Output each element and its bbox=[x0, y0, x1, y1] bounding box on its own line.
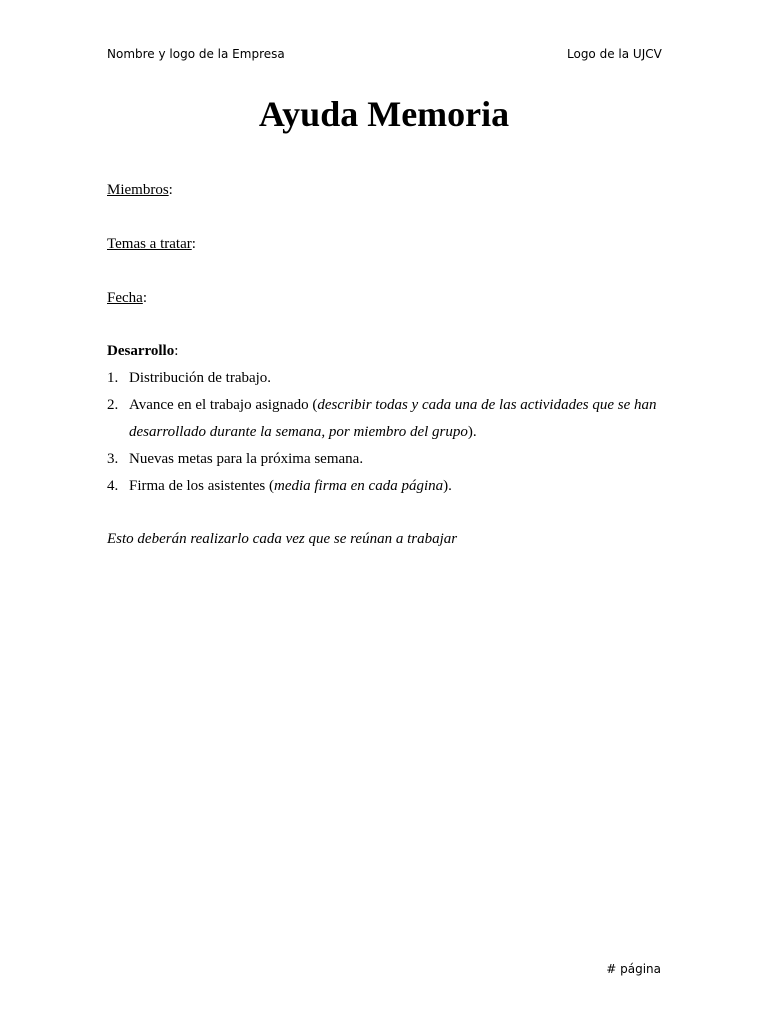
list-item-text-start: Avance en el trabajo asignado ( bbox=[129, 397, 318, 413]
document-title: Ayuda Memoria bbox=[258, 94, 510, 134]
desarrollo-heading-colon: : bbox=[174, 343, 179, 359]
field-miembros-label: Miembros bbox=[107, 182, 169, 198]
list-item-number: 2. bbox=[107, 397, 119, 413]
footer-page-number: # página bbox=[606, 962, 661, 976]
field-temas-colon: : bbox=[191, 236, 196, 252]
list-item-text-italic: describir todas y cada una de las actividades que se han desarrollado durante la semana, por miembro del grupo bbox=[129, 397, 657, 440]
header-ujcv-logo: Logo de la UJCV bbox=[567, 47, 662, 61]
field-miembros bbox=[107, 181, 667, 199]
field-fecha bbox=[107, 289, 667, 307]
list-item-text bbox=[129, 392, 667, 446]
list-item bbox=[107, 392, 667, 446]
field-temas-label: Temas a tratar bbox=[107, 236, 192, 252]
field-miembros-colon: : bbox=[168, 182, 173, 198]
list-item-text: Nuevas metas para la próxima semana. bbox=[129, 451, 364, 467]
list-item-number: 1. bbox=[107, 370, 119, 386]
list-item-text-start: Firma de los asistentes ( bbox=[129, 478, 274, 494]
section-desarrollo-heading bbox=[107, 342, 667, 360]
list-item-text-italic: media firma en cada página bbox=[273, 478, 444, 494]
header-company-name-logo: Nombre y logo de la Empresa bbox=[107, 47, 285, 61]
list-item bbox=[107, 365, 667, 392]
field-fecha-label: Fecha bbox=[107, 290, 143, 306]
field-temas-a-tratar bbox=[107, 235, 667, 253]
field-fecha-colon: : bbox=[142, 290, 147, 306]
list-item-number: 4. bbox=[107, 478, 119, 494]
desarrollo-list bbox=[107, 365, 667, 500]
closing-note: Esto deberán realizarlo cada vez que se reúnan a trabajar bbox=[107, 531, 458, 547]
desarrollo-heading-label: Desarrollo bbox=[107, 343, 175, 359]
list-item-number: 3. bbox=[107, 451, 119, 467]
list-item-text-end: ). bbox=[467, 424, 477, 440]
list-item bbox=[107, 473, 667, 500]
list-item-text bbox=[129, 473, 667, 500]
list-item-text-end: ). bbox=[443, 478, 452, 494]
list-item bbox=[107, 446, 667, 473]
list-item-text: Distribución de trabajo. bbox=[129, 370, 272, 386]
